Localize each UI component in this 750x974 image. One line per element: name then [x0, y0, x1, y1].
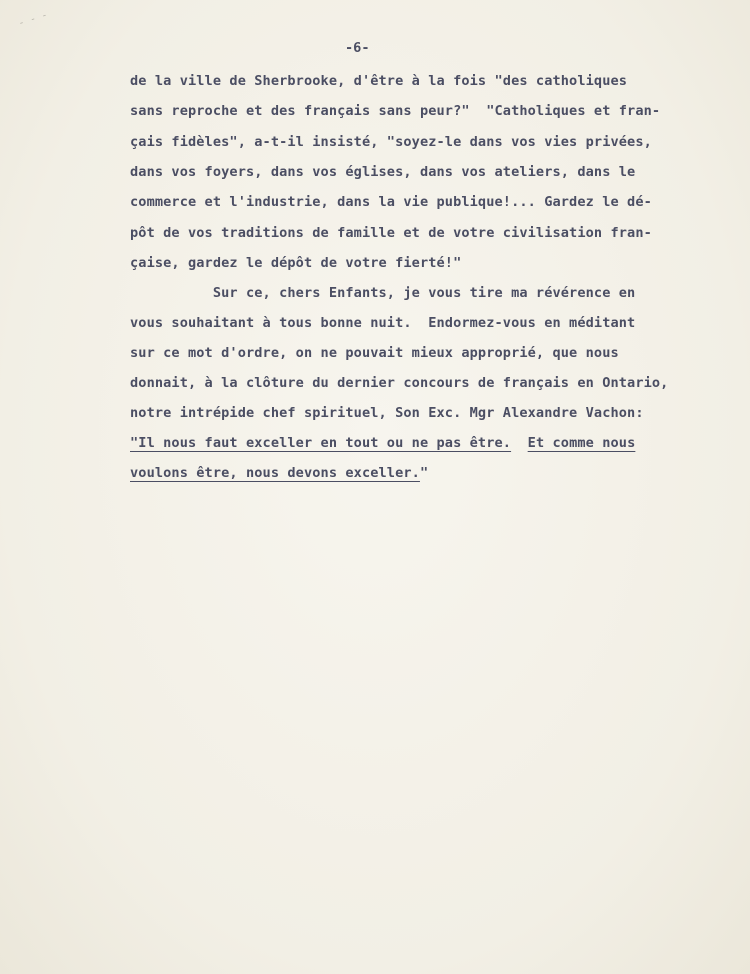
text-line: çaise, gardez le dépôt de votre fierté!" [130, 255, 462, 271]
quote-close: " [419, 465, 429, 481]
text-line: sans reproche et des français sans peur?" "Catholiques et fran- [130, 103, 661, 119]
text-line: çais fidèles", a-t-il insisté, "soyez-le dans vos vies privées, [130, 134, 652, 150]
text-line: pôt de vos traditions de famille et de votre civilisation fran- [130, 225, 652, 241]
text-line: de la ville de Sherbrooke, d'être à la fois "des catholiques [130, 73, 628, 89]
text-line: vous souhaitant à tous bonne nuit. Endormez-vous en méditant [130, 315, 636, 331]
body-text [130, 0, 720, 481]
text-line: sur ce mot d'ordre, on ne pouvait mieux approprié, que nous [130, 345, 619, 361]
text-line: notre intrépide chef spirituel, Son Exc. Mgr Alexandre Vachon: [130, 405, 644, 421]
text-line: Sur ce, chers Enfants, je vous tire ma révérence en [130, 285, 636, 301]
text-line: donnait, à la clôture du dernier concours de français en Ontario, [130, 375, 669, 391]
quote-underlined-1: "Il nous faut exceller en tout ou ne pas être. [130, 435, 512, 451]
stray-pencil-marks: - - - [17, 9, 50, 30]
page-number: -6- [345, 40, 370, 56]
quote-underlined-2: Et comme nous [527, 435, 636, 451]
text-line: dans vos foyers, dans vos églises, dans vos ateliers, dans le [130, 164, 636, 180]
text-line: commerce et l'industrie, dans la vie publique!... Gardez le dé- [130, 194, 652, 210]
quote-line-1 [130, 434, 635, 452]
quote-gap [511, 435, 528, 451]
quote-underlined-3: voulons être, nous devons exceller. [130, 465, 420, 481]
quote-line-2 [130, 464, 428, 482]
